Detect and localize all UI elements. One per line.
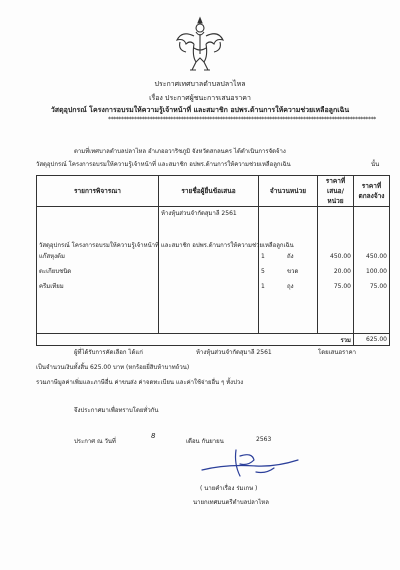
item-qty: 1 bbox=[261, 283, 265, 290]
item-qty: 1 bbox=[261, 253, 265, 260]
item-agreed: 100.00 bbox=[366, 268, 387, 275]
item-qty-row bbox=[261, 252, 315, 261]
table-total-row bbox=[37, 334, 390, 346]
amount-line: เป็นจำนวนเงินทั้งสิ้น 625.00 บาท (หกร้อยยี่สิบห้าบาทถ้วน) bbox=[36, 364, 190, 371]
table-header-row bbox=[37, 176, 390, 207]
project-line: วัสดุอุปกรณ์ โครงการอบรมให้ความรู้เจ้าหน้าที่ และสมาชิก อปพร.ด้านการให้ความช่วยเหลือลูกเฉิน bbox=[39, 242, 294, 249]
tax-line: รวมภาษีมูลค่าเพิ่มและภาษีอื่น ค่าขนส่ง ค่าจดทะเบียน และค่าใช้จ่ายอื่น ๆ ทั้งปวง bbox=[36, 379, 244, 386]
total-label: รวม bbox=[37, 334, 354, 346]
col-header-price-agreed: ราคาที่ตกลงจ้าง bbox=[354, 176, 390, 207]
offer-cell bbox=[318, 207, 354, 334]
bidder-name: ห้างหุ้นส่วนจำกัดสุมาลี 2561 bbox=[161, 210, 237, 217]
item-offer: 450.00 bbox=[330, 253, 351, 260]
bidder-cell bbox=[159, 207, 259, 334]
total-value: 625.00 bbox=[354, 334, 390, 346]
item-name: แก๊สหุงต้ม bbox=[39, 253, 65, 260]
item-qty: 5 bbox=[261, 268, 265, 275]
offer-label: โดยเสนอราคา bbox=[318, 349, 357, 356]
item-agreed: 450.00 bbox=[366, 253, 387, 260]
agreed-cell bbox=[354, 207, 390, 334]
unit-cell bbox=[259, 207, 318, 334]
intro-line-2-tail: นั้น bbox=[371, 161, 380, 168]
bid-table bbox=[36, 175, 390, 346]
winner-name: ห้างหุ้นส่วนจำกัดสุมาลี 2561 bbox=[196, 349, 272, 356]
date-year: 2563 bbox=[256, 436, 272, 443]
col-header-item: รายการพิจารณา bbox=[37, 176, 159, 207]
item-qty-row bbox=[261, 267, 315, 276]
subject-line: เรื่อง ประกาศผู้ชนะการเสนอราคา bbox=[149, 94, 251, 102]
item-unit: ขวด bbox=[287, 268, 299, 275]
date-day: 8 bbox=[151, 432, 156, 440]
intro-line-2: วัสดุอุปกรณ์ โครงการอบรมให้ความรู้เจ้าหน้าที่ และสมาชิก อปพร.ด้านการให้ความช่วยเหลือลูกเฉิน bbox=[36, 161, 291, 168]
item-name: ครีมเทียม bbox=[39, 283, 64, 290]
col-header-price-offer: ราคาที่เสนอ/หน่วย bbox=[318, 176, 354, 207]
intro-line-1: ตามที่เทศบาลตำบลปลาไหล อำเภออวาริชภูมิ จังหวัดสกลนคร ได้ดำเนินการจัดจ้าง bbox=[74, 148, 286, 155]
item-unit: ถุง bbox=[287, 283, 294, 290]
signature-icon bbox=[196, 446, 306, 482]
notice-line: จึงประกาศมาเพื่อทราบโดยทั่วกัน bbox=[74, 407, 159, 414]
col-header-unit: จำนวนหน่วย bbox=[259, 176, 318, 207]
project-title: วัสดุอุปกรณ์ โครงการอบรมให้ความรู้เจ้าหน้าที่ และสมาชิก อปพร.ด้านการให้ความช่วยเหลือลูกเฉิน bbox=[50, 106, 350, 114]
signer-name: ( นายคำเรื่อง ร่มเกษ ) bbox=[200, 485, 258, 492]
item-offer: 75.00 bbox=[333, 283, 351, 290]
item-unit: ถัง bbox=[287, 253, 294, 260]
org-title: ประกาศเทศบาลตำบลปลาไหล bbox=[154, 80, 246, 88]
item-agreed: 75.00 bbox=[369, 283, 387, 290]
date-prefix: ประกาศ ณ วันที่ bbox=[74, 438, 116, 445]
winner-label: ผู้ที่ได้รับการคัดเลือก ได้แก่ bbox=[74, 349, 143, 356]
garuda-emblem-icon bbox=[174, 14, 226, 74]
item-name: ตะเกียบชนิด bbox=[39, 268, 72, 275]
item-qty-row bbox=[261, 282, 315, 291]
signer-position: นายกเทศมนตรีตำบลปลาไหล bbox=[193, 499, 269, 506]
col-header-bidder: รายชื่อผู้ยื่นข้อเสนอ bbox=[159, 176, 259, 207]
separator-stars: ******************************************************************************************************* bbox=[108, 116, 376, 123]
item-offer: 20.00 bbox=[333, 268, 351, 275]
table-body-row bbox=[37, 207, 390, 334]
date-month: เดือน กันยายน bbox=[186, 438, 224, 445]
